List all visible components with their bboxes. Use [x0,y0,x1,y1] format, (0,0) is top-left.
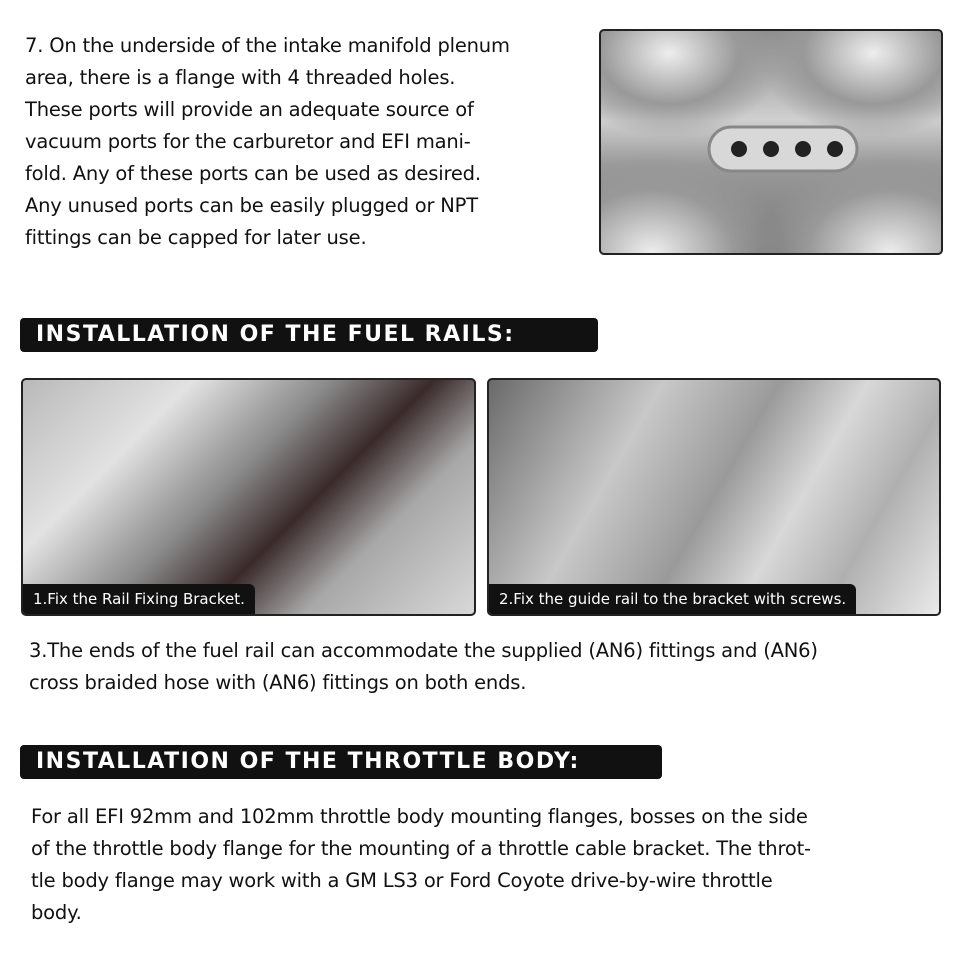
fuel-rail-photo-2 [487,378,941,616]
photo-caption: 2.Fix the guide rail to the bracket with screws. [489,584,856,614]
text-line: fittings can be capped for later use. [25,226,367,249]
text-line: tle body flange may work with a GM LS3 or Ford Coyote drive-by-wire throttle [31,869,773,892]
flange-with-holes-icon [601,31,943,255]
throttle-body-paragraph [31,801,811,929]
text-line: fold. Any of these ports can be used as desired. [25,162,481,185]
intro-paragraph [25,30,510,254]
text-line: of the throttle body flange for the mounting of a throttle cable bracket. The throt- [31,837,811,860]
text-line: 3.The ends of the fuel rail can accommodate the supplied (AN6) fittings and (AN6) [29,639,818,662]
text-line: cross braided hose with (AN6) fittings on both ends. [29,671,527,694]
photo-caption: 1.Fix the Rail Fixing Bracket. [23,584,255,614]
text-line: Any unused ports can be easily plugged or NPT [25,194,478,217]
text-line: vacuum ports for the carburetor and EFI mani- [25,130,471,153]
text-line: area, there is a flange with 4 threaded holes. [25,66,456,89]
text-line: For all EFI 92mm and 102mm throttle body mounting flanges, bosses on the side [31,805,808,828]
fuel-rail-photo-1 [21,378,476,616]
text-line: These ports will provide an adequate source of [25,98,474,121]
section-header-fuel-rails: INSTALLATION OF THE FUEL RAILS: [20,318,598,352]
fuel-rail-note [29,635,818,699]
plenum-flange-photo [599,29,943,255]
text-line: body. [31,901,82,924]
text-line: 7. On the underside of the intake manifold plenum [25,34,510,57]
section-header-throttle-body: INSTALLATION OF THE THROTTLE BODY: [20,745,662,779]
